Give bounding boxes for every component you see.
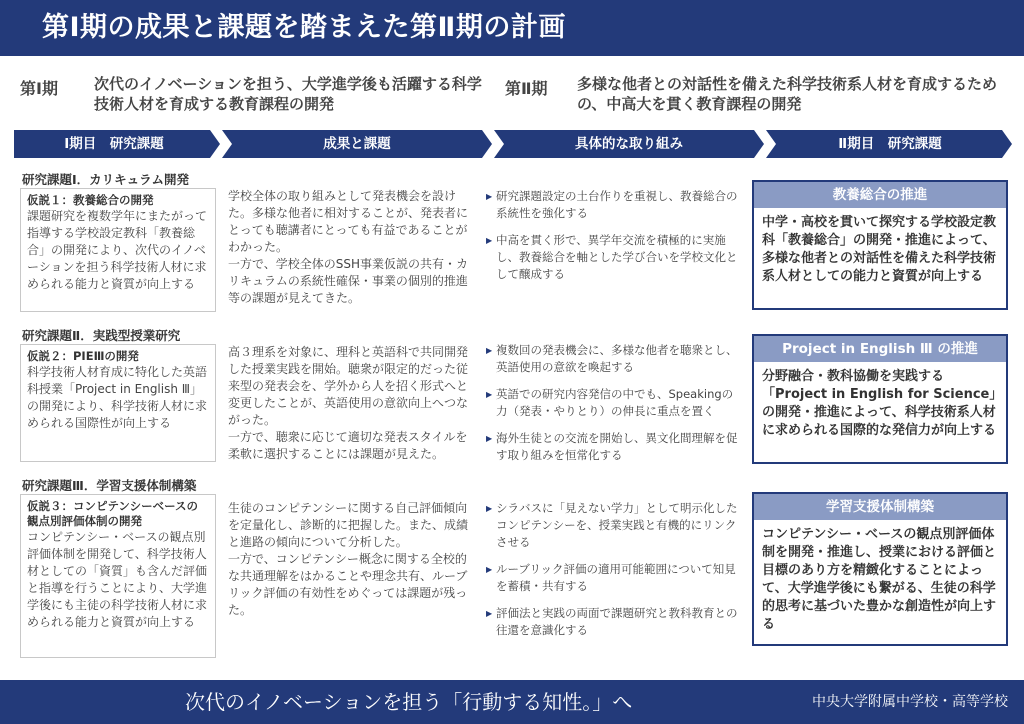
column-header-3: 具体的な取り組み (575, 136, 683, 152)
hypothesis-box-2 (20, 344, 216, 462)
column-header-bar (14, 130, 1014, 158)
triangle-bullet-icon: ▶ (486, 504, 493, 513)
phase2-desc: 多様な他者との対話性を備えた科学技術系人材を育成するための、中高大を貫く教育課程の開発 (577, 75, 998, 113)
hypothesis-body: 科学技術人材育成に特化した英語科授業「Project in English Ⅲ」の開発により、科学技術人材に求められる国際性が向上する (27, 365, 208, 430)
triangle-bullet-icon: ▶ (486, 236, 493, 245)
phase2-label: 第Ⅱ期 (505, 79, 548, 98)
footer-slogan: 次代のイノベーションを担う「行動する知性。」へ (185, 690, 633, 714)
phase1-label: 第Ⅰ期 (20, 79, 58, 98)
phase2-box-title: Project in English Ⅲ の推進 (754, 336, 1006, 362)
section-title-2: 研究課題Ⅱ．実践型授業研究 (22, 328, 181, 343)
phase2-box-body: 中学・高校を貫いて探究する学校設定教科「教養総合」の開発・推進によって、多様な他者との対話性を備えた科学技術系人材としての能力と資質が向上する (762, 215, 997, 284)
action-item: ▶ 研究課題設定の土台作りを重視し、教養総合の系統性を強化する (486, 189, 738, 220)
hypothesis-box-3 (20, 494, 216, 658)
action-item: ▶ 英語での研究内容発信の中でも、Speakingの力（発表・やりとり）の伸長に重点を置く (486, 387, 734, 418)
column-header-2: 成果と課題 (323, 136, 391, 152)
actions-list-2 (486, 342, 742, 474)
triangle-bullet-icon: ▶ (486, 609, 493, 618)
footer-banner (0, 680, 1024, 724)
triangle-bullet-icon: ▶ (486, 390, 493, 399)
action-item: ▶ シラバスに「見えない学力」として明示化したコンピテンシーを、授業実践と有機的にリンクさせる (486, 501, 738, 549)
phase2-box-body: 分野融合・教科協働を実践する「Project in English for Science」の開発・推進によって、科学技術系人材に求められる国際的な発信力が向上する (762, 369, 997, 438)
action-item: ▶ 複数回の発表機会に、多様な他者を聴衆とし、英語使用の意欲を喚起する (486, 343, 738, 374)
section-title-1: 研究課題Ⅰ．カリキュラム開発 (22, 172, 190, 187)
phase2-box-body: コンピテンシー・ベースの観点別評価体制を開発・推進し、授業における評価と目標のあり方を精緻化することによって、大学進学後にも繋がる、生徒の科学的思考に基づいた豊かな創造性が向上する (762, 527, 997, 632)
results-text-3: 生徒のコンピテンシーに関する自己評価傾向を定量化し、診断的に把握した。また、成績と進路の傾向について分析した。 一方で、コンピテンシー概念に関する全校的な共通理解をはかることや理念共有、ルーブリック評価の有効性をめぐっては課題が残った。 (228, 501, 469, 617)
phase2-box-1 (752, 180, 1008, 310)
triangle-bullet-icon: ▶ (486, 346, 493, 355)
actions-list-1 (486, 188, 742, 293)
phase2-box-2 (752, 334, 1008, 464)
action-item: ▶ 海外生徒との交流を開始し、異文化間理解を促す取り組みを恒常化する (486, 431, 738, 462)
footer-school-name: 中央大学附属中学校・高等学校 (812, 694, 1008, 710)
section-title-3: 研究課題Ⅲ．学習支援体制構築 (22, 478, 197, 493)
hypothesis-body: 課題研究を複数学年にまたがって指導する学校設定教科「教養総合」の開発により、次代のイノベーションを担う科学技術人材に求められる能力と資質が向上する (27, 209, 208, 291)
hypothesis-body: コンピテンシー・ベースの観点別評価体制を開発して、科学技術人材としての「資質」も含んだ評価と指導を行うことにより、大学進学後にも主徒の科学技術人材に求められる能力と資質が向上する (27, 530, 208, 629)
phase2-box-3 (752, 492, 1008, 646)
results-text-2: 高３理系を対象に、理科と英語科で共同開発した授業実践を開始。聴衆が限定的だった従来型の発表会を、学外から人を招く形式へと変更したことが、英語使用の意欲向上へつながった。 一方で、聴衆に応じて適切な発表スタイルを柔軟に選択することには課題が見えた。 (228, 345, 469, 461)
page-title: 第Ⅰ期の成果と課題を踏まえた第Ⅱ期の計画 (0, 0, 1024, 56)
phase2-box-title: 学習支援体制構築 (754, 494, 1006, 520)
triangle-bullet-icon: ▶ (486, 565, 493, 574)
triangle-bullet-icon: ▶ (486, 192, 493, 201)
hypothesis-title: 仮説１：教養総合の開発 (27, 193, 154, 207)
action-item: ▶ 評価法と実践の両面で課題研究と教科教育との往還を意識化する (486, 606, 738, 637)
actions-list-3 (486, 500, 742, 649)
hypothesis-title: 仮説２：PIEⅢの開発 (27, 349, 139, 363)
phase2-box-title: 教養総合の推進 (754, 182, 1006, 208)
action-item: ▶ ルーブリック評価の適用可能範囲について知見を蓄積・共有する (486, 562, 736, 593)
triangle-bullet-icon: ▶ (486, 434, 493, 443)
column-header-1: Ⅰ期目 研究課題 (64, 136, 164, 152)
results-text-1: 学校全体の取り組みとして発表機会を設けた。多様な他者に相対することが、発表者にとっても聴講者にとっても有益であることがわかった。 一方で、学校全体のSSH事業仮説の共有・カリキュラムの系統性確保・事業の個別的推進等の課題が見えてきた。 (228, 189, 469, 305)
hypothesis-title: 仮説３：コンピテンシーベースの観点別評価体制の開発 (27, 499, 199, 528)
column-header-4: Ⅱ期目 研究課題 (838, 136, 942, 152)
hypothesis-box-1 (20, 188, 216, 312)
phase1-desc: 次代のイノベーションを担う、大学進学後も活躍する科学技術人材を育成する教育課程の開発 (94, 75, 482, 113)
action-item: ▶ 中高を貫く形で、異学年交流を積極的に実施し、教養総合を軸とした学び合いを学校文化として醸成する (486, 233, 738, 281)
